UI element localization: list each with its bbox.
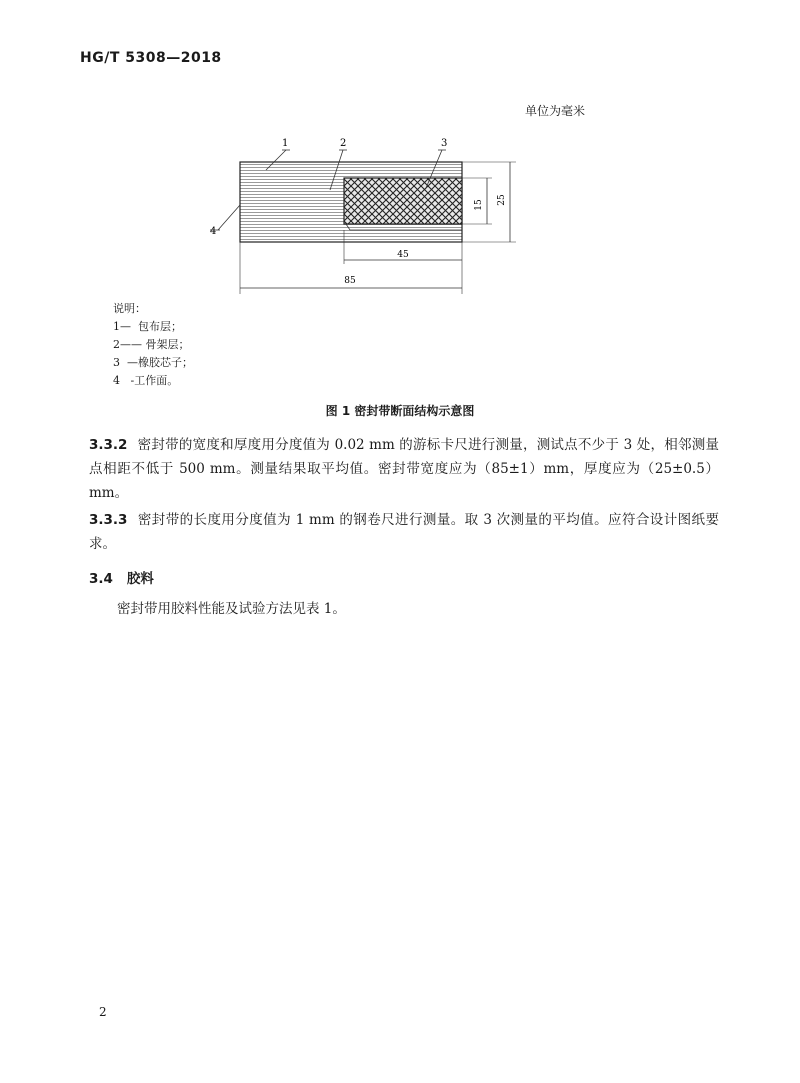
- total-width-label: 85: [344, 276, 356, 286]
- section-heading: [89, 567, 154, 587]
- clause-3-3-3: [89, 508, 719, 556]
- legend-item: 2—— 骨架层；: [113, 338, 190, 351]
- callout-4: 4: [210, 226, 217, 237]
- figure-caption: 图 1 密封带断面结构示意图: [325, 404, 475, 418]
- units-note: 单位为毫米: [525, 104, 586, 118]
- clause-text: 密封带的长度用分度值为 1 mm 的钢卷尺进行测量。取 3 次测量的平均值。应符合设计图纸要求。: [89, 512, 719, 552]
- standard-code: HG/T 5308—2018: [80, 50, 222, 66]
- clause-text: 密封带的宽度和厚度用分度值为 0.02 mm 的游标卡尺进行测量，测试点不少于 3 处，相邻测量点相距不低于 500 mm。测量结果取平均值。密封带宽度应为（85±1）mm，厚度应为（25±0.5）mm。: [89, 437, 719, 501]
- legend-item: 3 —橡胶芯子；: [113, 356, 193, 369]
- clause-number: 3.3.3: [89, 512, 128, 528]
- total-height-label: 25: [497, 194, 507, 206]
- legend-title: 说明：: [113, 302, 146, 315]
- rubber-core: [344, 178, 462, 224]
- callout-3: 3: [441, 138, 448, 149]
- legend-item: 4 -工作面。: [113, 374, 179, 387]
- section-text: 密封带用胶料性能及试验方法见表 1。: [117, 601, 346, 617]
- legend-item: 1— 包布层；: [113, 320, 182, 333]
- callout-1: 1: [282, 138, 289, 149]
- section-number: 3.4: [89, 571, 113, 587]
- page-number: 2: [99, 1005, 107, 1019]
- cross-section-figure: [190, 130, 530, 300]
- callout-2: 2: [340, 138, 347, 149]
- clause-3-3-2: [89, 433, 719, 505]
- section-title: 胶料: [126, 571, 154, 587]
- core-height-label: 15: [474, 199, 484, 211]
- core-width-label: 45: [397, 250, 409, 260]
- clause-number: 3.3.2: [89, 437, 128, 453]
